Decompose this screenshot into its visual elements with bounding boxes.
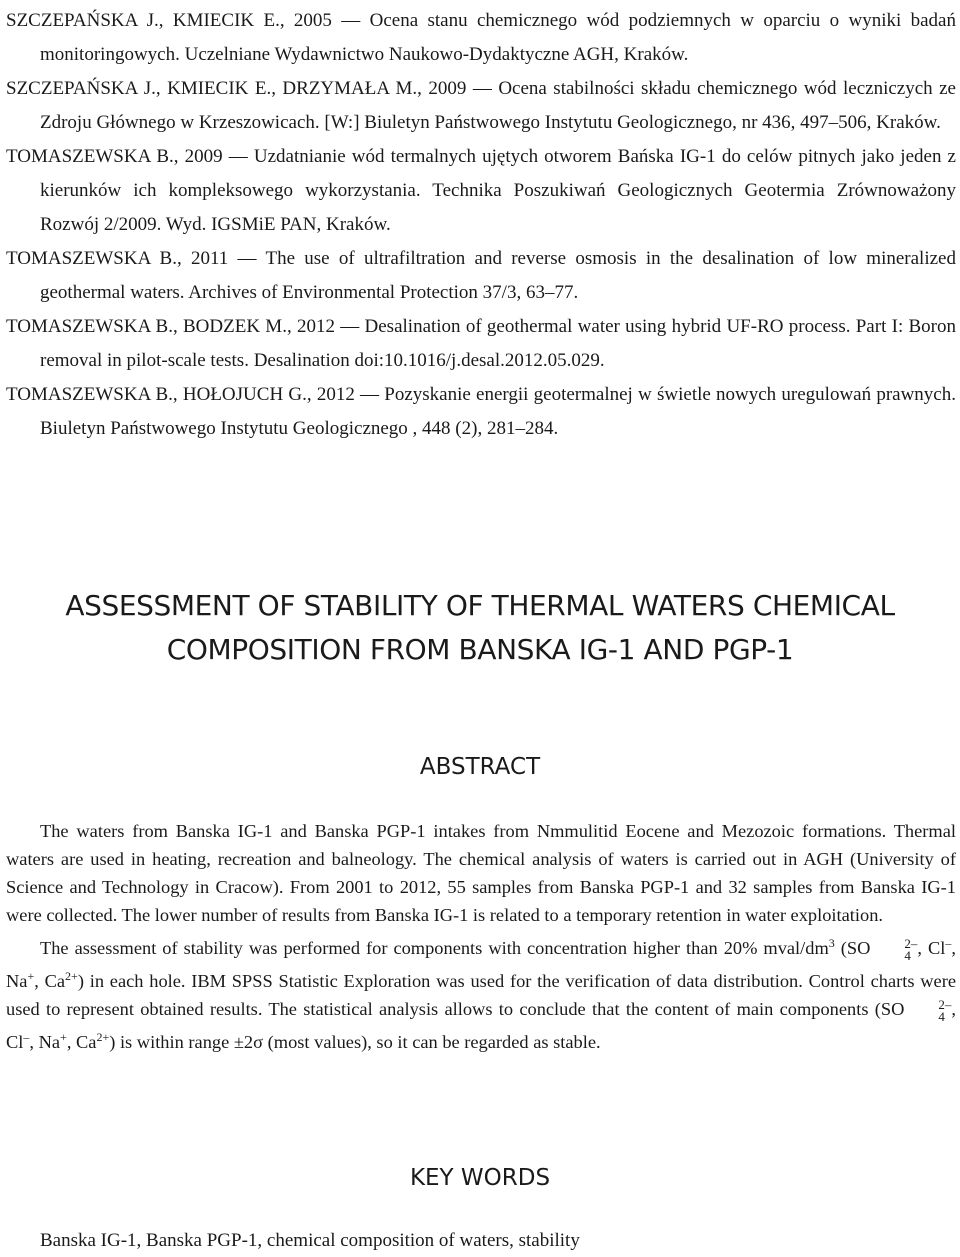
reference-item <box>6 242 956 310</box>
keywords-text: Banska IG-1, Banska PGP-1, chemical composition of waters, stability <box>40 1230 580 1251</box>
abstract-heading: ABSTRACT <box>419 754 541 780</box>
reference-text: — Ocena stanu chemicznego wód podziemnych w oparciu o wyniki badań monitoringowych. Uczelniane Wydawnictwo Naukowo-Dydaktyczne AGH, Kraków. <box>40 10 956 65</box>
reference-text: — Uzdatnianie wód termalnych ujętych otworem Bańska IG-1 do celów pitnych jako jeden z kierunków ich kompleksowego wykorzystania. Technika Poszukiwań Geologicznych Geotermia Zrównoważony Rozwój 2/2009. Wyd. IGSMiE PAN, Kraków. <box>40 146 956 235</box>
reference-item <box>6 310 956 378</box>
paper-title <box>0 584 960 672</box>
reference-item <box>6 72 956 140</box>
reference-text: — The use of ultrafiltration and reverse osmosis in the desalination of low mineralized geothermal waters. Archives of Environmental Protection 37/3, 63–77. <box>40 248 956 303</box>
superscript: 2– <box>938 997 952 1013</box>
paper-title-line-2: COMPOSITION FROM BANSKA IG-1 AND PGP-1 <box>166 633 794 666</box>
reference-authors: TOMASZEWSKA B., 2009 <box>6 146 223 167</box>
abstract-text: The assessment of stability was performed for components with concentration higher than 20% mval/dm <box>40 938 829 959</box>
subscript: 4 <box>938 1009 945 1025</box>
reference-text: — Desalination of geothermal water using hybrid UF-RO process. Part I: Boron removal in pilot-scale tests. Desalination doi:10.1016/j.desal.2012.05.029. <box>40 316 956 371</box>
superscript: 2– <box>904 935 918 951</box>
abstract-text: , Na <box>6 938 956 992</box>
abstract-text: , Ca <box>34 971 66 992</box>
abstract-text: , Na <box>29 1032 61 1053</box>
abstract-body <box>6 817 956 1056</box>
abstract-text: (SO <box>840 938 871 959</box>
reference-authors: SZCZEPAŃSKA J., KMIECIK E., DRZYMAŁA M., 2009 <box>6 78 467 99</box>
abstract-text: , Ca <box>66 1032 97 1053</box>
superscript: + <box>60 1030 67 1045</box>
abstract-text: , Cl <box>6 999 956 1053</box>
paper-title-line-1: ASSESSMENT OF STABILITY OF THERMAL WATERS CHEMICAL <box>65 589 895 622</box>
reference-text: — Ocena stabilności składu chemicznego wód leczniczych ze Zdroju Głównego w Krzeszowicach. [W:] Biuletyn Państwowego Instytutu Geologicznego, nr 436, 497–506, Kraków. <box>40 78 956 133</box>
reference-text: — Pozyskanie energii geotermalnej w świetle nowych uregulowań prawnych. Biuletyn Państwowego Instytutu Geologicznego , 448 (2), 281–284. <box>40 384 956 439</box>
references-list <box>6 4 956 446</box>
superscript: – <box>23 1030 30 1045</box>
superscript: 2+ <box>96 1030 110 1045</box>
reference-item <box>6 140 956 242</box>
subscript: 4 <box>904 947 911 963</box>
reference-item <box>6 4 956 72</box>
superscript: 3 <box>828 936 835 950</box>
superscript: + <box>27 969 35 984</box>
abstract-text: , Cl <box>917 938 946 959</box>
abstract-text: ) is within range ±2σ (most values), so it can be regarded as stable. <box>109 1032 601 1053</box>
superscript: – <box>945 936 952 950</box>
reference-item <box>6 378 956 446</box>
abstract-text: ) in each hole. IBM SPSS Statistic Exploration was used for the verification of data distribution. Control charts were used to represent obtained results. The statistical analysis allows to conclude that the content of main components (SO <box>6 971 957 1020</box>
keywords-heading: KEY WORDS <box>409 1165 551 1191</box>
superscript: 2+ <box>65 969 78 984</box>
reference-authors: TOMASZEWSKA B., BODZEK M., 2012 <box>6 316 335 337</box>
abstract-paragraph-1: The waters from Banska IG-1 and Banska PGP-1 intakes from Nmmulitid Eocene and Mezozoic formations. Thermal waters are used in heating, recreation and balneology. The chemical analysis of waters is carried out in AGH (University of Science and Technology in Cracow). From 2001 to 2012, 55 samples from Banska PGP-1 and 32 samples from Banska IG-1 were collected. The lower number of results from Banska IG-1 is related to a temporary retention in water exploitation. <box>6 821 956 925</box>
reference-authors: TOMASZEWSKA B., HOŁOJUCH G., 2012 <box>6 384 355 405</box>
reference-authors: SZCZEPAŃSKA J., KMIECIK E., 2005 <box>6 10 332 31</box>
reference-authors: TOMASZEWSKA B., 2011 <box>6 248 229 269</box>
abstract-paragraph-2 <box>6 929 956 1056</box>
